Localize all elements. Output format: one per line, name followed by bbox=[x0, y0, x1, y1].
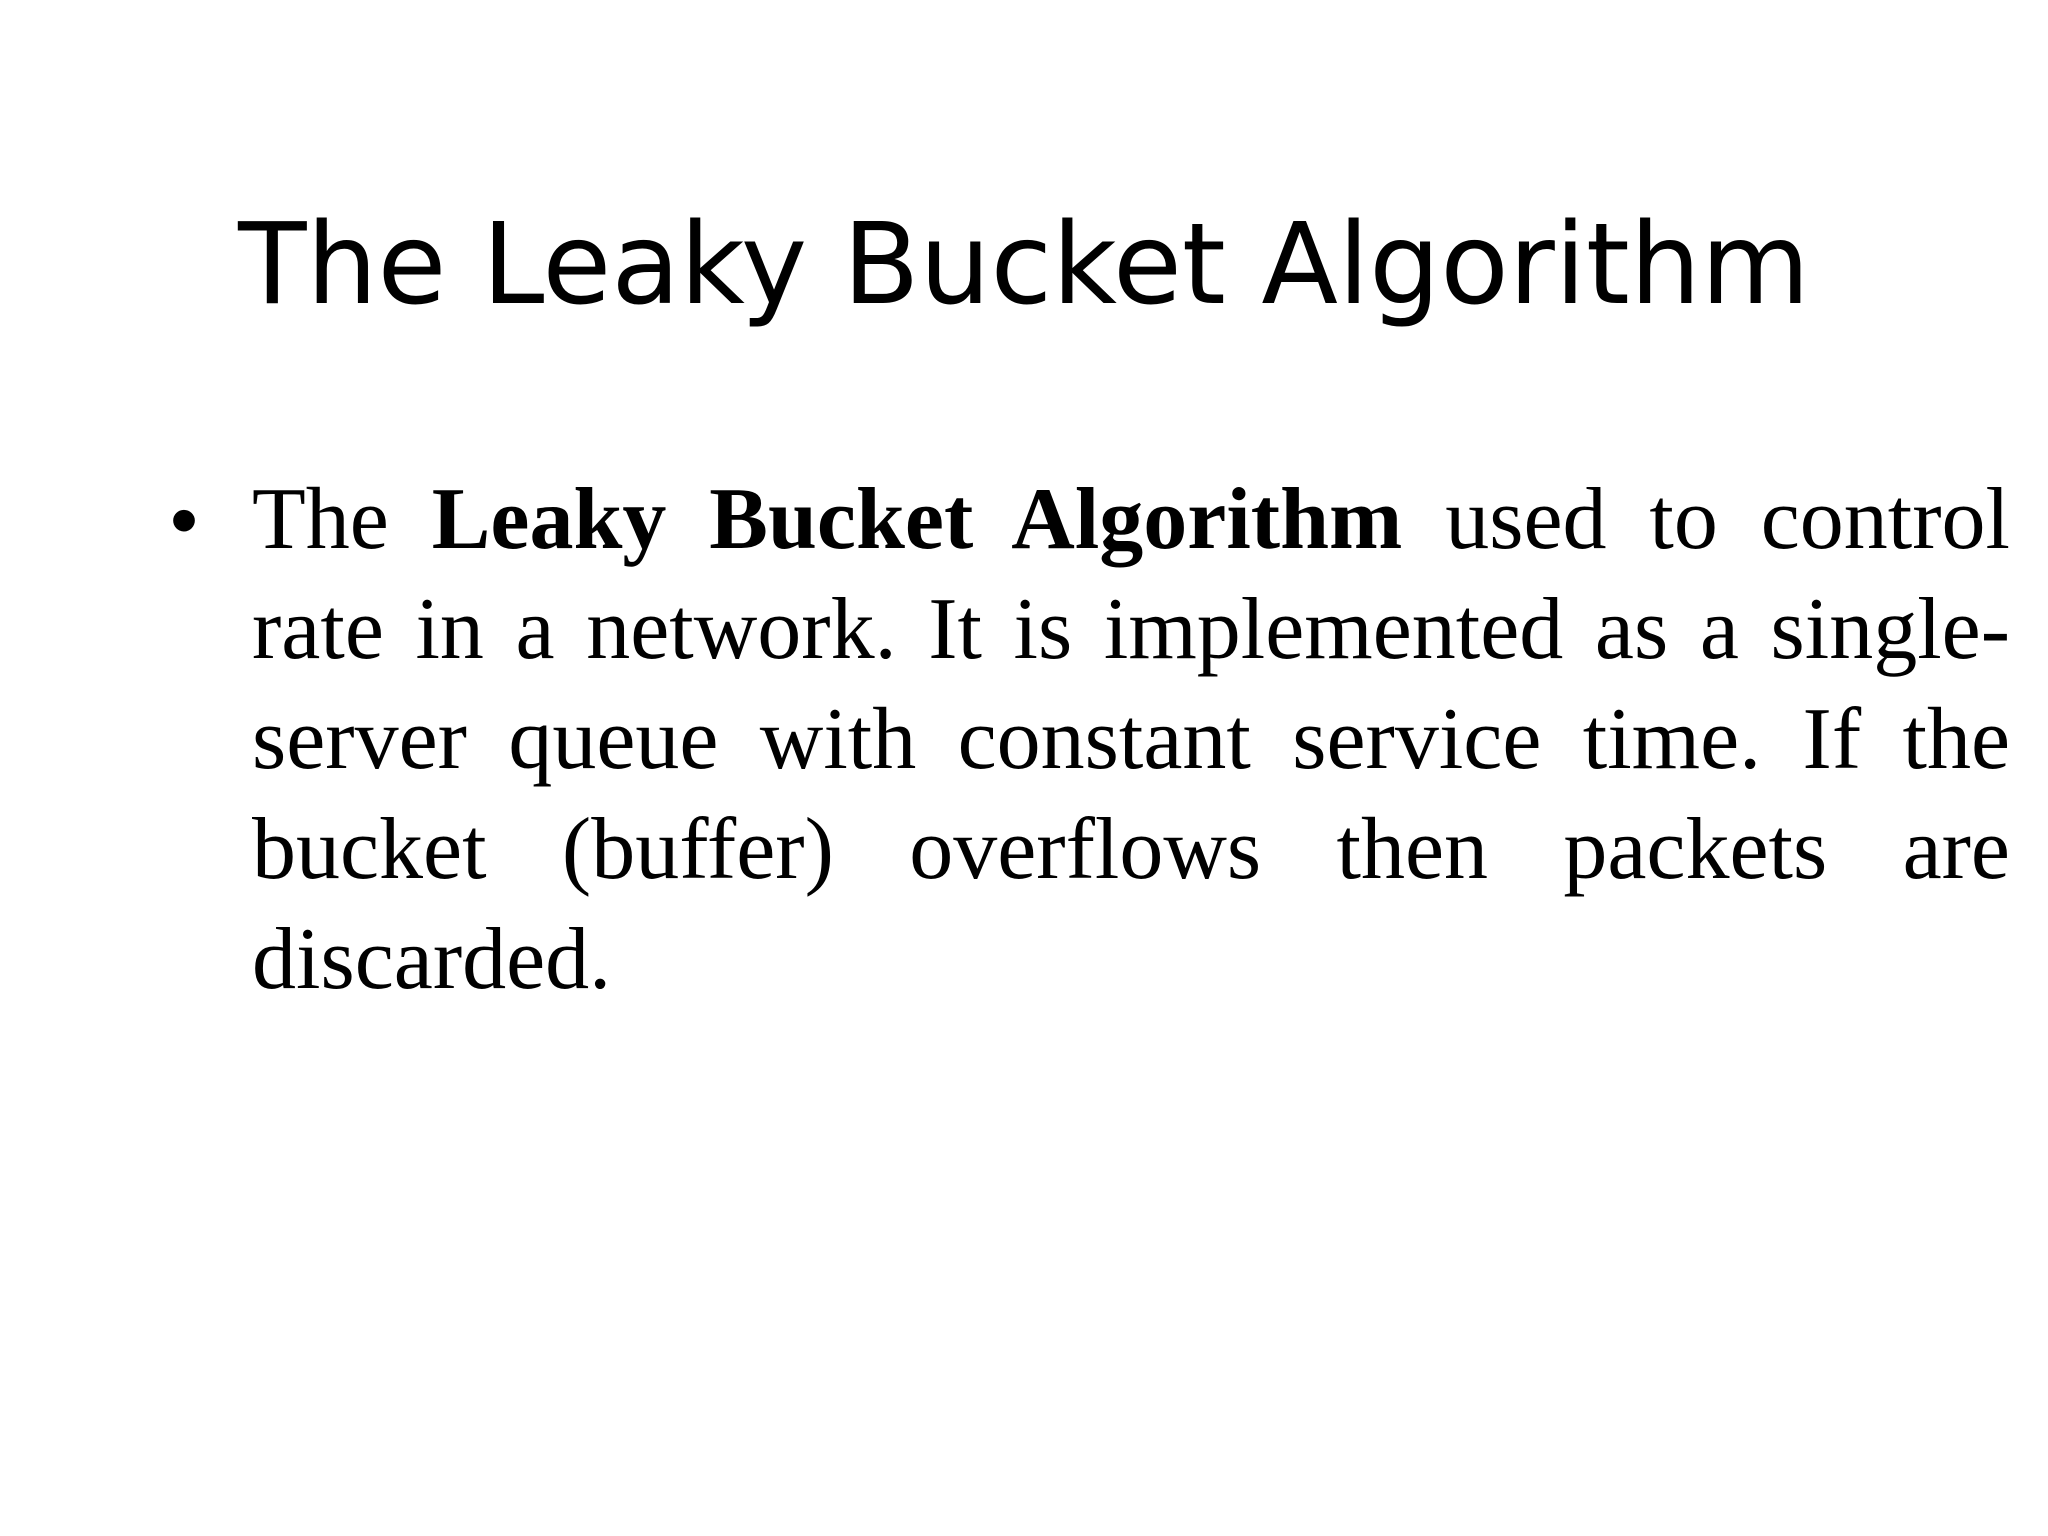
bullet-emphasis-text: Leaky Bucket Algorithm bbox=[431, 471, 1403, 568]
bullet-body-text: used to control rate in a network. It is implemented as a single- server queue with constant service time. If the bucket (buffer) overflows then packets are discarded. bbox=[252, 471, 2011, 1008]
bullet-lead-text: The bbox=[252, 471, 432, 568]
bullet-icon: • bbox=[170, 475, 199, 564]
bullet-text bbox=[252, 465, 2010, 1015]
slide-title: The Leaky Bucket Algorithm bbox=[238, 200, 1810, 330]
